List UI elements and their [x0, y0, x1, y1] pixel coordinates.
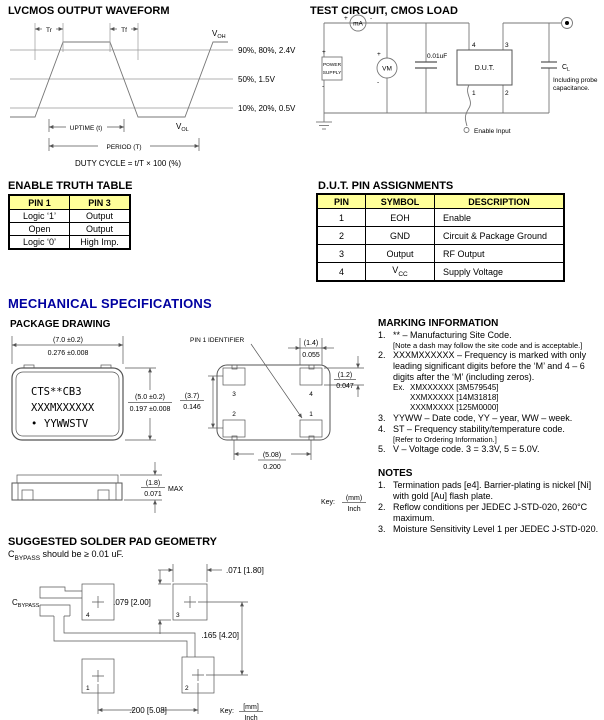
list-item: [378, 424, 602, 435]
dim-pad-pitch-mm: (5.08): [262, 452, 282, 459]
item-number: 1.: [378, 480, 386, 490]
item-number: 2.: [378, 350, 386, 360]
col-header: DESCRIPTION: [435, 194, 565, 209]
circuit-wires: [324, 20, 561, 122]
dim-height-mm: (5.0 ±0.2): [135, 394, 165, 401]
cl-label: $C_L$: [562, 64, 570, 73]
pad-label-3: 3: [176, 612, 180, 619]
pin4-label: 4: [472, 42, 476, 49]
minus-sign: -: [377, 79, 380, 86]
table-row: [9, 210, 130, 223]
pin2-label: 2: [505, 90, 509, 97]
cell: 4: [317, 263, 366, 282]
cell: EOH: [366, 209, 435, 227]
list-item: [378, 413, 602, 424]
voh-label: $V_{OH}$: [212, 29, 226, 40]
package-side-view: [12, 475, 122, 500]
test-circuit-diagram: [306, 12, 604, 162]
item-text: YYWW – Date code, YY – year, WW – week.: [393, 413, 573, 423]
cell: GND: [366, 227, 435, 245]
marking-bullet: •: [31, 418, 38, 430]
pad-height-dim: [113, 570, 171, 634]
minus-sign: -: [322, 83, 325, 90]
vertical-pitch-dim: [198, 602, 248, 675]
dim-height-in: 0.197 ±0.008: [129, 406, 171, 413]
item-note: [Refer to Ordering Information.]: [393, 435, 497, 444]
rise-time-dim: [35, 27, 63, 34]
dut-pin-table-title: D.U.T. PIN ASSIGNMENTS: [318, 180, 454, 192]
list-item: [378, 350, 602, 383]
table-row: [317, 263, 564, 282]
col-header: PIN 1: [9, 195, 70, 210]
duty-cycle-formula: DUTY CYCLE = t/T × 100 (%): [75, 159, 181, 168]
dut-pin-table: [316, 193, 565, 282]
solder-pad-subtitle: $C_{BYPASS}$ should be ≥ 0.01 uF.: [8, 549, 124, 562]
list-item: [378, 524, 602, 535]
waveform-trace: [10, 42, 228, 117]
pad-label-3: 3: [232, 391, 236, 398]
pad-width-dimension: [288, 338, 334, 365]
dim-pad-w-mm: (1.4): [303, 340, 319, 347]
capacitor-value: 0.01uF: [427, 53, 448, 60]
period-dim: [49, 138, 199, 151]
key-mm: [mm]: [243, 704, 259, 711]
cell: Output: [70, 210, 131, 223]
dim-pad-h-mm: (1.2): [337, 372, 353, 379]
pad-label-4: 4: [309, 391, 313, 398]
marking-information-title: MARKING INFORMATION: [378, 318, 499, 329]
dim-pad-h-in: 0.047: [336, 383, 354, 390]
plus-sign: +: [322, 49, 326, 56]
col-header: PIN: [317, 194, 366, 209]
marking-line2: XXXMXXXXXX: [31, 402, 95, 414]
package-drawing-title: PACKAGE DRAWING: [10, 319, 111, 330]
horizontal-pitch-dim: [98, 683, 198, 715]
dut-box: [457, 42, 512, 97]
col-header: PIN 3: [70, 195, 131, 210]
key-mm: (mm): [345, 495, 363, 502]
item-number: 3.: [378, 524, 386, 534]
pad-label-4: 4: [86, 612, 90, 619]
item-text: ** – Manufacturing Site Code.: [393, 330, 512, 340]
units-key: [321, 495, 366, 513]
dut-label: D.U.T.: [474, 65, 495, 72]
power-supply-label1: POWER: [322, 63, 342, 68]
pin3-label: 3: [505, 42, 509, 49]
item-number: 5.: [378, 444, 386, 454]
pad-label-1: 1: [309, 411, 313, 418]
item-text: ST – Frequency stability/temperature code.: [393, 424, 565, 434]
pad-center-marks: [92, 596, 204, 682]
dim-v-pitch: .165 [4.20]: [201, 631, 239, 640]
list-item: [378, 444, 602, 455]
example-label: Ex.: [393, 383, 405, 392]
height-dimension: [125, 368, 172, 440]
item-number: 1.: [378, 330, 386, 340]
table-header-row: [317, 194, 564, 209]
pin1-label: 1: [472, 90, 476, 97]
solder-pad-title: SUGGESTED SOLDER PAD GEOMETRY: [8, 536, 218, 548]
table-row: [9, 223, 130, 236]
list-item: [378, 502, 602, 524]
tr-label: Tr: [46, 27, 52, 34]
uptime-dim: [49, 119, 124, 132]
cell: 2: [317, 227, 366, 245]
output-connector: [562, 18, 573, 29]
period-label: PERIOD (T): [106, 144, 142, 151]
table-row: [317, 245, 564, 263]
bypass-capacitor: [415, 53, 447, 68]
plus-sign: +: [377, 51, 381, 58]
marking-information-section: [378, 318, 602, 455]
ammeter-label: mA: [353, 20, 363, 28]
cell: Circuit & Package Ground: [435, 227, 565, 245]
pad-label-2: 2: [185, 685, 189, 692]
dim-pad-w: .071 [1.80]: [226, 566, 264, 575]
units-key: [220, 704, 263, 720]
cell: RF Output: [435, 245, 565, 263]
dim-pad-h: .079 [2.00]: [113, 598, 151, 607]
width-dimension: [12, 336, 123, 364]
uptime-label: UPTIME (t): [69, 125, 103, 132]
item-note: [Note a dash may follow the site code and is acceptable.]: [393, 341, 583, 350]
load-capacitor: [541, 62, 598, 92]
thickness-dimension: [120, 462, 184, 513]
pad-label-1: 1: [86, 685, 90, 692]
power-supply: [322, 49, 342, 90]
pad-width-dim: [158, 564, 264, 582]
key-label: Key:: [321, 499, 336, 506]
plus-sign: +: [344, 15, 348, 22]
cell: Output: [70, 223, 131, 236]
notes-section: [378, 468, 602, 535]
tf-label: Tf: [121, 27, 127, 34]
mechanical-specifications-title: MECHANICAL SPECIFICATIONS: [8, 296, 212, 311]
probe-note-line2: capacitance.: [553, 85, 590, 92]
ground-symbol: [316, 122, 332, 129]
notes-title: NOTES: [378, 468, 413, 479]
dim-thickness-max: MAX: [168, 486, 184, 493]
cell: High Imp.: [70, 236, 131, 250]
key-inch: Inch: [244, 715, 258, 720]
dim-pad-span-in: 0.146: [183, 404, 201, 411]
package-drawing: [8, 332, 376, 530]
dim-width-in: 0.276 ±0.008: [47, 350, 89, 357]
voltmeter-label: VM: [382, 65, 392, 73]
enable-input-label: Enable Input: [474, 128, 511, 135]
pad-pitch-dimension: [234, 440, 311, 471]
table-row: [317, 209, 564, 227]
power-supply-label2: SUPPLY: [322, 71, 342, 76]
item-number: 4.: [378, 424, 386, 434]
dim-h-pitch: .200 [5.08]: [129, 706, 167, 715]
dim-thickness-in: 0.071: [144, 491, 162, 498]
cbypass-label: $C_{BYPASS}$: [12, 598, 40, 609]
enable-truth-table: [8, 194, 131, 250]
enable-input: [464, 85, 511, 135]
fall-time-dim: [110, 27, 138, 34]
level-high-label: 90%, 80%, 2.4V: [238, 46, 296, 55]
dim-thickness-mm: (1.8): [145, 480, 161, 487]
test-circuit-title: TEST CIRCUIT, CMOS LOAD: [310, 5, 458, 17]
table-row: [317, 227, 564, 245]
cell: Logic ‘1’: [9, 210, 70, 223]
pin1-identifier-label: PIN 1 IDENTIFIER: [190, 337, 245, 344]
list-item: [378, 330, 602, 341]
example-line: XXMXXXXX [14M31818]: [410, 393, 499, 402]
dim-pad-w-in: 0.055: [302, 352, 320, 359]
item-text: Moisture Sensitivity Level 1 per JEDEC J-STD-020.: [393, 524, 599, 534]
level-low-label: 10%, 20%, 0.5V: [238, 104, 296, 113]
minus-sign: -: [370, 15, 373, 22]
example-row: [393, 383, 602, 393]
list-item: [378, 480, 602, 502]
item-text: V – Voltage code. 3 = 3.3V, 5 = 5.0V.: [393, 444, 540, 454]
dim-pad-span-mm: (3.7): [184, 393, 200, 400]
item-number: 2.: [378, 502, 386, 512]
example-line: XMXXXXXX [3M579545]: [410, 383, 499, 392]
cell: Open: [9, 223, 70, 236]
marking-line3: YYWWSTV: [44, 418, 89, 430]
dim-width-mm: (7.0 ±0.2): [53, 337, 83, 344]
vol-label: $V_{OL}$: [176, 122, 189, 133]
solder-pad-diagram: [8, 562, 372, 720]
cell: 1: [317, 209, 366, 227]
cell: Supply Voltage: [435, 263, 565, 282]
enable-truth-table-title: ENABLE TRUTH TABLE: [8, 180, 133, 192]
cell: 3: [317, 245, 366, 263]
marking-line1: CTS**CB3: [31, 386, 82, 398]
cell: Enable: [435, 209, 565, 227]
bypass-cap-and-trace: [12, 587, 195, 657]
pad-label-2: 2: [232, 411, 236, 418]
cell: Output: [366, 245, 435, 263]
item-text: Reflow conditions per JEDEC J-STD-020, 260°C maximum.: [393, 502, 588, 523]
level-mid-label: 50%, 1.5V: [238, 75, 275, 84]
item-text: XXXMXXXXXX – Frequency is marked with only leading significant digits before the ‘M’ and 4 – 6 digits after the ‘M’ (including zeros).: [393, 350, 587, 382]
cell: Logic ‘0’: [9, 236, 70, 250]
item-text: Termination pads [e4]. Barrier-plating is nickel [Ni] with gold [Au] flash plate.: [393, 480, 592, 501]
table-row: [9, 236, 130, 250]
cell: $V_{CC}$: [366, 263, 435, 282]
waveform-diagram: [8, 20, 300, 172]
probe-note-line1: Including probe: [553, 77, 598, 84]
example-line: XXXMXXXX [125M0000]: [410, 403, 499, 412]
table-header-row: [9, 195, 130, 210]
dim-pad-pitch-in: 0.200: [263, 464, 281, 471]
waveform-title: LVCMOS OUTPUT WAVEFORM: [8, 5, 170, 17]
package-top-view: [12, 365, 123, 440]
key-label: Key:: [220, 708, 235, 715]
col-header: SYMBOL: [366, 194, 435, 209]
item-number: 3.: [378, 413, 386, 423]
key-inch: Inch: [347, 506, 361, 513]
